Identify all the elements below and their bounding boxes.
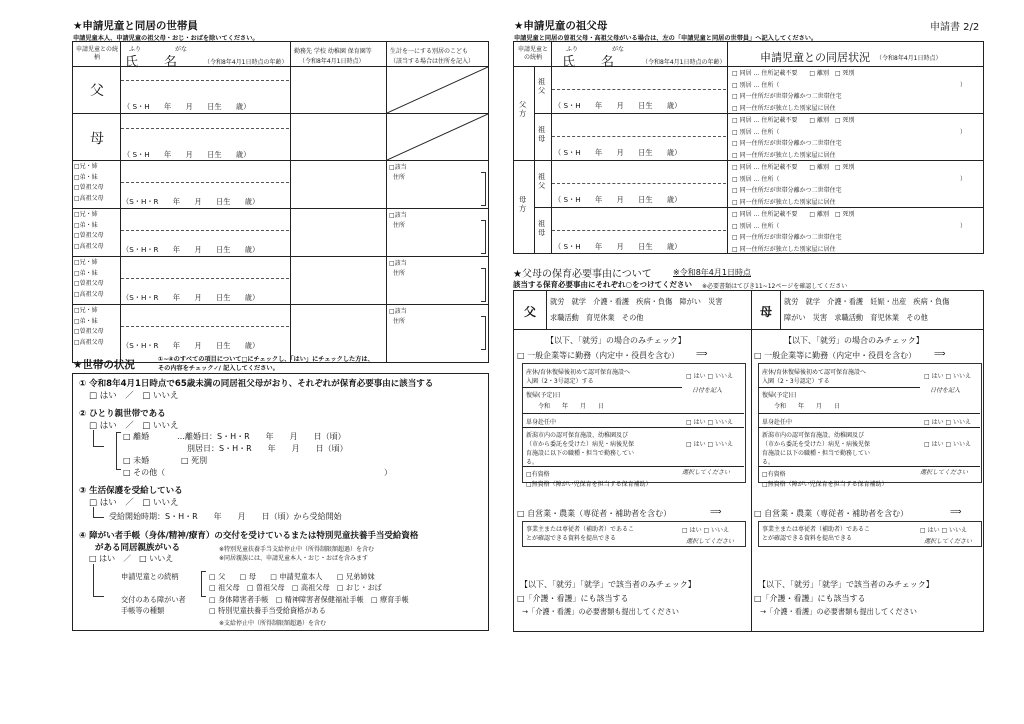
q4-relation-row-2[interactable]: □ 祖父母 □ 曽祖父母 □ 高祖父母 □ おじ・おば: [209, 583, 382, 592]
gp-col-gana: がな: [612, 46, 625, 53]
col-work-date: （令和8年4月1日時点）: [299, 58, 365, 65]
address-label: 住所: [393, 222, 406, 229]
bereaved-option[interactable]: □ 死別: [181, 456, 208, 465]
q4-answer[interactable]: □ はい ／ □ いいえ: [89, 554, 174, 563]
q4-note-1: ※特別児童扶養手当支給停止中（所得制限額超過）を含む: [219, 546, 375, 553]
status-box: [72, 373, 489, 631]
divorce-date[interactable]: …離婚日：S・H・R 年 月 日（頃）: [177, 432, 346, 441]
gp-col-name: 氏 名: [562, 55, 615, 70]
father-birth[interactable]: （ S・H 年 月 日生 歳）: [123, 102, 251, 111]
col-live-note: （該当する場合は住所を記入）: [390, 58, 475, 65]
divorce-option[interactable]: □ 離婚: [123, 432, 150, 441]
q4-type-label-1: 交付のある障がい者: [121, 595, 186, 604]
gp-col-date: （令和8年4月1日時点の年齢）: [642, 59, 726, 66]
gp-col-furi: ふり: [566, 46, 579, 53]
q1-answer[interactable]: □ はい ／ □ いいえ: [89, 391, 179, 401]
reason-title: ★父母の保育必要事由について: [513, 269, 652, 280]
applicable-check[interactable]: □該当: [389, 164, 407, 171]
address-label: 住所: [393, 174, 406, 181]
other-close: ）: [384, 468, 392, 477]
q3-answer[interactable]: □ はい ／ □ いいえ: [89, 498, 179, 508]
status-note-1: ①~④のすべての項目について□にチェックし、「はい」にチェックした方は、: [158, 356, 374, 363]
sibling-birth[interactable]: （S・H・R 年 月 日生 歳）: [122, 245, 260, 254]
reason-father-options-2[interactable]: 求職活動 育児休業 その他: [550, 313, 644, 322]
q4-type-row-3: ※支給停止中（所得制限額超過）を含む: [219, 620, 327, 627]
mother-slash: [387, 114, 488, 160]
col-relation-header: 申請児童との続柄: [75, 46, 118, 61]
q4-relation-label: 申請児童との続柄: [121, 572, 179, 581]
applicable-check[interactable]: □該当: [389, 308, 407, 315]
reason-table: 父 就労 就学 介護・看護 疾病・負傷 障がい 災害 求職活動 育児休業 その他 母 就労 就学 介護・看護 妊娠・出産 疾病・負傷 障がい 災害 求職活動 育児休業 その他 【以下、「就労」の場合のみチェック】 □ 一般企業等に勤務（内定中・役員を含む） ⟹ 産休/育休復帰後初めて認可保育施設へ 入園（2・3号認定）する □ はい □ いいえ 日付を記入 復帰(予定)日 令和 年 月 日 単身赴任中 □ はい □ いいえ 新潟市内の認可保育施設、幼稚園及び （市から委託を受けた）病児・病後児保 育施設に以下の職種・担当で勤務してい る。 □ はい □ いいえ □有資格 選択してください □無資格（障がい児保育を担当する保育補助） □ 自営業・農業（専従者・補助者を含む） ⟹ 事業主または専従者（補助者）であるこ とが確認できる資料を提出できる □ はい □ いいえ 選択してください 【以下、「就労」「就学」で該当者のみチェック】 □「介護・看護」にも該当する →「介護・看護」の必要書類も提出してください 【以下、「就労」の場合のみチェック】 □ 一般企業等に勤務（内定中・役員を含む） ⟹ 産休/育休復帰後初めて認可保育施設へ 入園（2・3号認定）する □ はい □ いいえ 日付を記入 復帰(予定)日 令和 年 月 日 単身赴任中 □ はい □ いいえ 新潟市内の認可保育施設、幼稚園及び （市から委託を受けた）病児・病後児保 育施設に以下の職種・担当で勤務してい る。 □ はい □ いいえ □有資格 選択してください □無資格（障がい児保育を担当する保育補助） □ 自営業・農業（専従者・補助者を含む） ⟹ 事業主または専従者（補助者）であるこ とが確認できる資料を提出できる □ はい □ いいえ 選択してください 【以下、「就労」「就学」で該当者のみチェック】 □「介護・看護」にも該当する →「介護・看護」の必要書類も提出してください: [513, 290, 984, 632]
reason-mother-options-1[interactable]: 就労 就学 介護・看護 妊娠・出産 疾病・負傷: [784, 297, 950, 306]
mother-birth[interactable]: （ S・H 年 月 日生 歳）: [123, 150, 251, 159]
status-title: ★世帯の状況: [73, 359, 135, 371]
q4-relation-row-1[interactable]: □ 父 □ 母 □ 申請児童本人 □ 兄弟姉妹: [209, 572, 375, 581]
reason-father-label: 父: [524, 305, 537, 319]
grandparent-title: ★申請児童の祖父母: [514, 20, 608, 32]
col-furi: ふり: [129, 46, 142, 53]
col-work-header: 勤務先 学校 幼稚園 保育園等: [294, 48, 372, 55]
q2-text: ② ひとり親世帯である: [79, 409, 166, 419]
q4-type-row-1[interactable]: □ 身体障害者手帳 □ 精神障害者保健福祉手帳 □ 療育手帳: [209, 595, 409, 604]
applicable-check[interactable]: □該当: [389, 212, 407, 219]
reason-father-options-1[interactable]: 就労 就学 介護・看護 疾病・負傷 障がい 災害: [550, 297, 723, 306]
unmarried-option[interactable]: □ 未婚: [123, 456, 150, 465]
q3-start[interactable]: 受給開始時期：S・H・R 年 月 日（頃）から受給開始: [109, 512, 342, 521]
employee-check[interactable]: □ 一般企業等に勤務（内定中・役員を含む）: [517, 351, 680, 360]
col-live-header: 生計を一にする別居のこども: [390, 48, 469, 55]
father-slash: [387, 67, 488, 113]
q4-text-1: ④ 障がい者手帳（身体/精神/療育）の交付を受けているまたは特別児童扶養手当受給資格: [79, 531, 419, 541]
reason-title-date: ※令和8年4月1日時点: [673, 268, 751, 277]
household-table: 申請児童との続柄 ふり がな 氏 名 （令和8年4月1日時点の年齢） 勤務先 学校 幼稚園 保育園等 （令和8年4月1日時点） 生計を一にする別居のこども （該当する場合は住所を記入） 父 （ S・H 年 月 日生 歳） 母 （ S・H 年 月 日生 歳） □兄・姉 □弟・妹 □曽祖父母 □高祖父母 （S・H・R 年 月 日生 歳） □該当 住所 □兄・姉 □弟・妹 □曽祖父母 □高祖父母 （S・H・R 年 月 日生 歳） □該当 住所 □兄・姉 □弟・妹 □曽祖父母 □高祖父母 （S・H・R 年 月 日生 歳） □該当 住所 □兄・姉 □弟・妹 □曽祖父母 □高祖父母 （S・H・R 年 月 日生 歳） □該当 住所: [72, 41, 489, 363]
maternal-label: 母方: [519, 195, 527, 213]
reason-sub: 該当する保育必要事由にそれぞれ○をつけてください: [513, 280, 693, 289]
q4-type-label-2: 手帳等の種類: [121, 606, 165, 615]
sibling-birth[interactable]: （S・H・R 年 月 日生 歳）: [122, 293, 260, 302]
father-label: 父: [90, 83, 104, 99]
col-date-header: （令和8年4月1日時点の年齢）: [204, 59, 288, 66]
other-option[interactable]: □ その他（: [123, 468, 166, 477]
reason-mother-label: 母: [760, 305, 773, 319]
sibling-birth[interactable]: （S・H・R 年 月 日生 歳）: [122, 197, 260, 206]
q4-text-2: がある同居親族がいる: [95, 543, 181, 553]
grandparent-table: 申請児童との続柄 ふり がな 氏 名 （令和8年4月1日時点の年齢） 申請児童との同居状況 （令和8年4月1日時点） 父方 母方 祖父 （ S・H 年 月 日生 歳） □ 同居 … 住所記載不要 □ 離別 □ 死別 □ 別居 … 住所（ □ 同一住所だが世帯分離かつ二世帯住宅 □ 同一住所だが独立した別家屋に居住 ） 祖母 （ S・H 年 月 日生 歳） □ 同居 … 住所記載不要 □ 離別 □ 死別 □ 別居 … 住所（ □ 同一住所だが世帯分離かつ二世帯住宅 □ 同一住所だが独立した別家屋に居住 ） 祖父 （ S・H 年 月 日生 歳） □ 同居 … 住所記載不要 □ 離別 □ 死別 □ 別居 … 住所（ □ 同一住所だが世帯分離かつ二世帯住宅 □ 同一住所だが独立した別家屋に居住 ） 祖母 （ S・H 年 月 日生 歳） □ 同居 … 住所記載不要 □ 離別 □ 死別 □ 別居 … 住所（ □ 同一住所だが世帯分離かつ二世帯住宅 □ 同一住所だが独立した別家屋に居住 ）: [513, 41, 984, 254]
gp-col-status: 申請児童との同居状況: [760, 51, 870, 64]
paternal-label: 父方: [519, 100, 527, 118]
address-label: 住所: [393, 270, 406, 277]
reason-mother-options-2[interactable]: 障がい 災害 求職活動 育児休業 その他: [784, 313, 928, 322]
q3-text: ③ 生活保護を受給している: [79, 486, 183, 496]
reason-sub-note: ※必要書類はてびき11~12ページを確認してください: [702, 283, 848, 290]
page-number: 申請書 2/2: [930, 22, 980, 33]
household-note: 申請児童本人、申請児童の祖父母・おじ・おばを除いてください。: [73, 35, 259, 42]
status-note-2: その内容をチェック✓/ 記入してください。: [158, 365, 279, 372]
household-title: ★申請児童と同居の世帯員: [73, 20, 198, 32]
grandparent-note: 申請児童と同居の曽祖父母・高祖父母がいる場合は、左の「申請児童と同居の世帯員」へ記入してください。: [514, 35, 818, 42]
col-gana: がな: [175, 46, 188, 53]
q2-answer[interactable]: □ はい ／ □ いいえ: [89, 421, 179, 431]
separate-date[interactable]: 別居日：S・H・R 年 月 日（頃）: [187, 444, 348, 453]
address-label: 住所: [393, 318, 406, 325]
applicable-check[interactable]: □該当: [389, 260, 407, 267]
sibling-birth[interactable]: （S・H・R 年 月 日生 歳）: [122, 341, 260, 350]
gp-col-status-date: （令和8年4月1日時点）: [876, 55, 942, 62]
mother-label: 母: [90, 131, 104, 147]
gp-col-relation: 申請児童との続柄: [517, 46, 548, 61]
q4-type-row-2[interactable]: □ 特別児童扶養手当受給資格がある: [209, 606, 326, 615]
q1-text: ① 令和8年4月1日時点で65歳未満の同居祖父母がおり、それぞれが保育必要事由に該当する: [79, 379, 434, 389]
q4-note-2: ※同居親族には、申請児童本人・おじ・おばを含みます: [219, 555, 369, 562]
col-name-header: 氏 名: [125, 55, 178, 70]
